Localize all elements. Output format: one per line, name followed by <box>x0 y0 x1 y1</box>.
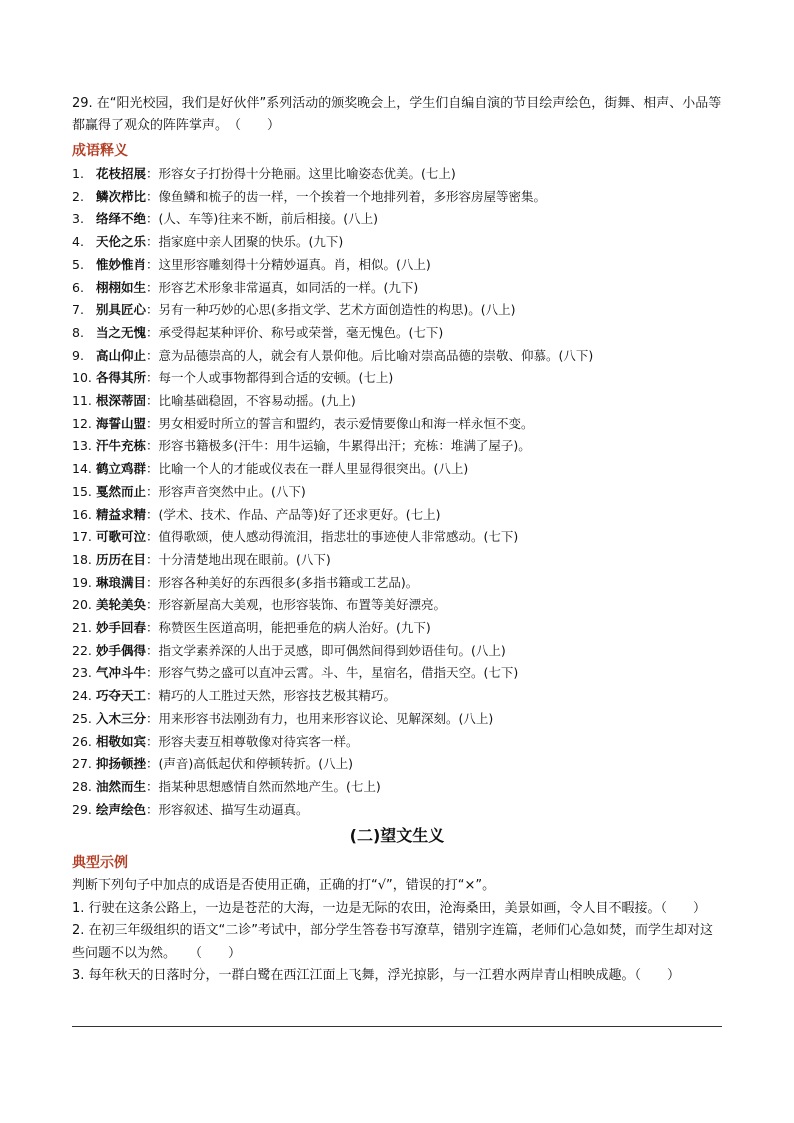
entry-number: 20. <box>72 597 92 613</box>
instruction-text: 判断下列句子中加点的成语是否使用正确，正确的打“√”，错误的打“×”。 <box>72 878 496 894</box>
entry-number: 15. <box>72 483 92 499</box>
idiom-definition: ：形容书籍极多(汗牛：用牛运输，牛累得出汗；充栋：堆满了屋子)。 <box>146 438 531 454</box>
idiom-definition: ：形容各种美好的东西很多(多指书籍或工艺品)。 <box>146 574 419 590</box>
question-item: 2. 在初三年级组织的语文“二诊”考试中，部分学生答卷书写潦草，错别字连篇，老师们心急如焚，而学生却对这些问题不以为然。 （ ） <box>72 923 714 961</box>
idiom-entry <box>72 277 722 300</box>
idiom-definition: ：称赞医生医道高明，能把垂危的病人治好。(九下) <box>146 620 431 636</box>
idiom-entry <box>72 617 722 640</box>
idiom-entry <box>72 435 722 458</box>
idiom-entry <box>72 731 722 754</box>
entry-number: 23. <box>72 665 92 681</box>
idiom-entry <box>72 208 722 231</box>
idiom-term: 相敬如宾 <box>95 733 146 749</box>
entry-number: 4. <box>72 234 84 250</box>
idiom-definition: ：指文学素养深的人出于灵感，即可偶然间得到妙语佳句。(八上) <box>146 642 506 658</box>
entry-number: 29. <box>72 801 92 817</box>
idiom-definition: ：比喻基础稳固，不容易动摇。(九上) <box>146 393 356 409</box>
question-item: 1. 行驶在这条公路上，一边是苍茫的大海，一边是无际的农田，沧海桑田，美景如画，令人目不暇接。（ ） <box>72 900 707 916</box>
idiom-entry <box>72 753 722 776</box>
idiom-entry <box>72 549 722 572</box>
idiom-entry <box>72 572 722 595</box>
idiom-definition: ：形容叙述、描写生动逼真。 <box>146 801 309 817</box>
question-29: 29. 在“阳光校园，我们是好伙伴”系列活动的颁奖晚会上，学生们自编自演的节目绘声绘色，街舞、相声、小品等都赢得了观众的阵阵掌声。 （ ） <box>72 96 722 133</box>
entry-number: 28. <box>72 778 92 794</box>
section-heading-idiom-definitions: 成语释义 <box>72 143 128 159</box>
idiom-entry <box>72 390 722 413</box>
idiom-term: 美轮美奂 <box>95 597 146 613</box>
footer-divider <box>72 1026 722 1027</box>
idiom-entry <box>72 526 722 549</box>
idiom-entry <box>72 345 722 368</box>
idiom-definition: ：指家庭中亲人团聚的快乐。(九下) <box>146 234 344 250</box>
idiom-term: 绘声绘色 <box>95 801 146 817</box>
subsection-title: (二)望文生义 <box>349 826 445 846</box>
idiom-entry <box>72 299 722 322</box>
idiom-term: 抑扬顿挫 <box>95 756 146 772</box>
idiom-entry <box>72 685 722 708</box>
idiom-term: 海誓山盟 <box>95 415 146 431</box>
entry-number: 3. <box>72 211 84 227</box>
entry-number: 27. <box>72 756 92 772</box>
idiom-term: 根深蒂固 <box>95 393 146 409</box>
idiom-definition: ：十分清楚地出现在眼前。(八下) <box>146 551 331 567</box>
idiom-entry <box>72 458 722 481</box>
idiom-definition: ：像鱼鳞和梳子的齿一样，一个挨着一个地排列着，多形容房屋等密集。 <box>146 188 547 204</box>
entry-number: 16. <box>72 506 92 522</box>
idiom-term: 可歌可泣 <box>95 529 146 545</box>
idiom-term: 气冲斗牛 <box>95 665 146 681</box>
entry-number: 8. <box>72 324 84 340</box>
idiom-definition: ：男女相爱时所立的誓言和盟约，表示爱情要像山和海一样永恒不变。 <box>146 415 534 431</box>
idiom-definition: ：意为品德崇高的人，就会有人景仰他。后比喻对崇高品德的崇敬、仰慕。(八下) <box>146 347 594 363</box>
idiom-entry <box>72 231 722 254</box>
idiom-term: 精益求精 <box>95 506 146 522</box>
idiom-term: 别具匠心 <box>95 302 146 318</box>
idiom-entry <box>72 776 722 799</box>
idiom-entry <box>72 163 722 186</box>
section-heading-typical-examples: 典型示例 <box>72 855 128 872</box>
idiom-term: 当之无愧 <box>95 324 146 340</box>
entry-number: 21. <box>72 620 92 636</box>
idiom-definition: ：(人、车等)往来不断，前后相接。(八上) <box>146 211 379 227</box>
idiom-entry <box>72 367 722 390</box>
entry-number: 2. <box>72 188 84 204</box>
entry-number: 10. <box>72 370 92 386</box>
idiom-entry <box>72 254 722 277</box>
entry-number: 13. <box>72 438 92 454</box>
idiom-definition: ：比喻一个人的才能或仪表在一群人里显得很突出。(八上) <box>146 461 469 477</box>
idiom-entry <box>72 322 722 345</box>
entry-number: 9. <box>72 347 84 363</box>
entry-number: 11. <box>72 393 92 409</box>
idiom-term: 天伦之乐 <box>95 234 146 250</box>
question-list <box>72 898 722 988</box>
idiom-term: 络绎不绝 <box>95 211 146 227</box>
entry-number: 14. <box>72 461 92 477</box>
entry-number: 6. <box>72 279 84 295</box>
idiom-definition: ：形容夫妻互相尊敬像对待宾客一样。 <box>146 733 359 749</box>
idiom-term: 巧夺天工 <box>95 688 146 704</box>
idiom-term: 琳琅满目 <box>95 574 146 590</box>
idiom-definition: ：形容声音突然中止。(八下) <box>146 483 306 499</box>
idiom-definition: ：形容女子打扮得十分艳丽。这里比喻姿态优美。(七上) <box>146 166 456 181</box>
idiom-term: 汗牛充栋 <box>95 438 146 454</box>
idiom-definition: ：精巧的人工胜过天然，形容技艺极其精巧。 <box>146 688 397 704</box>
idiom-definition: ：另有一种巧妙的心思(多指文学、艺术方面创造性的构思)。(八上) <box>146 302 516 318</box>
entry-number: 5. <box>72 256 84 272</box>
idiom-entry <box>72 594 722 617</box>
entry-number: 25. <box>72 710 92 726</box>
entry-number: 22. <box>72 642 92 658</box>
idiom-term: 各得其所 <box>95 370 146 386</box>
idiom-term: 妙手回春 <box>95 620 146 636</box>
idiom-definition: ：用来形容书法刚劲有力，也用来形容议论、见解深刻。(八上) <box>146 710 494 726</box>
idiom-definition: ：承受得起某种评价、称号或荣誉，毫无愧色。(七下) <box>146 324 444 340</box>
idiom-term: 花枝招展 <box>95 166 146 181</box>
idiom-entry <box>72 186 722 209</box>
idiom-term: 妙手偶得 <box>95 642 146 658</box>
entry-number: 18. <box>72 551 92 567</box>
idiom-term: 鳞次栉比 <box>95 188 146 204</box>
idiom-entry <box>72 799 722 822</box>
idiom-definition: ：每一个人或事物都得到合适的安顿。(七上) <box>146 370 394 386</box>
document-page <box>72 93 722 988</box>
idiom-definition: ：形容新屋高大美观，也形容装饰、布置等美好漂亮。 <box>146 597 447 613</box>
idiom-term: 高山仰止 <box>95 347 146 363</box>
idiom-definition: ：(学术、技术、作品、产品等)好了还求更好。(七上) <box>146 506 441 522</box>
question-item: 3. 每年秋天的日落时分，一群白鹭在西江江面上飞舞，浮光掠影，与一江碧水两岸青山相映成趣。（ ） <box>72 968 681 984</box>
idiom-definition: ：(声音)高低起伏和停顿转折。(八上) <box>146 756 354 772</box>
idiom-term: 历历在目 <box>95 551 146 567</box>
idiom-entry <box>72 481 722 504</box>
entry-number: 17. <box>72 529 92 545</box>
idiom-term: 戛然而止 <box>95 483 146 499</box>
idiom-entry <box>72 640 722 663</box>
entry-number: 26. <box>72 733 92 749</box>
idiom-definition: ：指某种思想感情自然而然地产生。(七上) <box>146 778 381 794</box>
entry-number: 24. <box>72 688 92 704</box>
idiom-definition: ：这里形容雕刻得十分精妙逼真。肖，相似。(八上) <box>146 256 431 272</box>
idiom-term: 惟妙惟肖 <box>95 256 146 272</box>
idiom-entry <box>72 662 722 685</box>
idiom-entry <box>72 413 722 436</box>
entry-number: 7. <box>72 302 84 318</box>
entry-number: 19. <box>72 574 92 590</box>
idiom-definition-list <box>72 163 722 821</box>
idiom-entry <box>72 504 722 527</box>
idiom-term: 油然而生 <box>95 778 146 794</box>
entry-number: 12. <box>72 415 92 431</box>
idiom-definition: ：形容气势之盛可以直冲云霄。斗、牛，星宿名，借指天空。(七下) <box>146 665 519 681</box>
idiom-entry <box>72 708 722 731</box>
idiom-definition: ：形容艺术形象非常逼真，如同活的一样。(九下) <box>146 279 419 295</box>
idiom-definition: ：值得歌颂，使人感动得流泪，指悲壮的事迹使人非常感动。(七下) <box>146 529 519 545</box>
idiom-term: 栩栩如生 <box>95 279 146 295</box>
idiom-term: 鹤立鸡群 <box>95 461 146 477</box>
entry-number: 1. <box>72 166 84 181</box>
idiom-term: 入木三分 <box>95 710 146 726</box>
